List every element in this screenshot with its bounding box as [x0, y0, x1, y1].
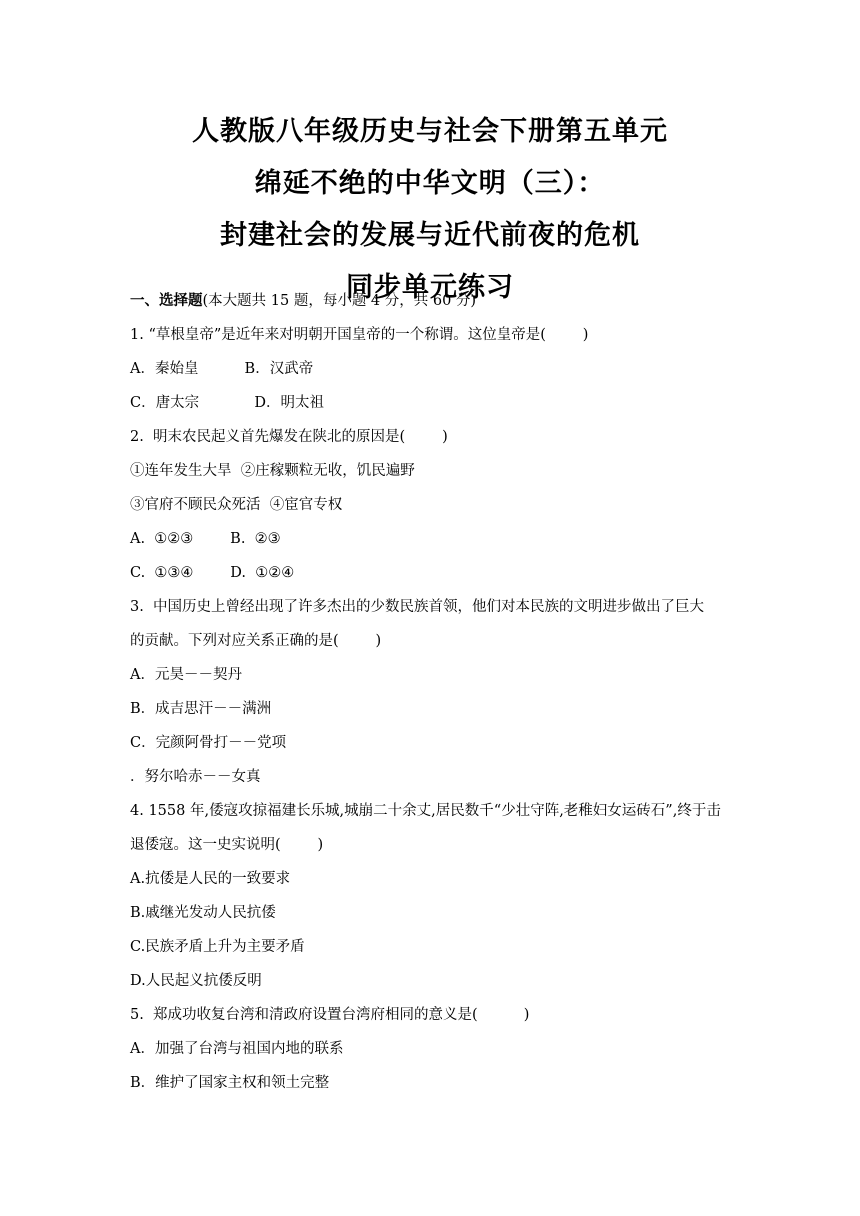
question-3-stem-line-2: 的贡献。下列对应关系正确的是( ) [130, 633, 382, 649]
question-4-option-c: C.民族矛盾上升为主要矛盾 [130, 939, 305, 955]
document-title [0, 106, 860, 314]
title-line-4: 同步单元练习 [346, 272, 514, 303]
question-4-option-d: D.人民起义抗倭反明 [130, 973, 262, 989]
section-note: (本大题共 15 题，每小题 4 分，共 60 分) [202, 293, 477, 309]
question-4-stem-line-2: 退倭寇。这一史实说明( ) [130, 837, 324, 853]
question-5-stem: 5. 郑成功收复台湾和清政府设置台湾府相同的意义是( ) [130, 1007, 530, 1023]
question-1-options-cd: C．唐太宗 D．明太祖 [130, 395, 325, 411]
question-5-option-a: A．加强了台湾与祖国内地的联系 [130, 1041, 344, 1057]
section-heading [130, 284, 740, 318]
title-line-1: 人教版八年级历史与社会下册第五单元 [192, 116, 668, 147]
question-3-stem-line-1: 3. 中国历史上曾经出现了许多杰出的少数民族首领，他们对本民族的文明进步做出了巨大 [130, 599, 705, 615]
question-content [130, 284, 740, 1100]
section-label: 一、选择题 [130, 292, 203, 309]
question-2-item-line-1: ①连年发生大旱 ②庄稼颗粒无收，饥民遍野 [130, 463, 415, 479]
question-3-option-a: A．元昊－－契丹 [130, 667, 242, 683]
question-2-stem: 2. 明末农民起义首先爆发在陕北的原因是( ) [130, 429, 448, 445]
question-1-options-ab: A．秦始皇 B．汉武帝 [130, 361, 314, 377]
question-4-option-a: A.抗倭是人民的一致要求 [130, 871, 291, 887]
question-2-item-line-2: ③官府不顾民众死活 ④宦官专权 [130, 497, 343, 513]
question-3-option-d: ．努尔哈赤－－女真 [130, 769, 261, 785]
title-line-3: 封建社会的发展与近代前夜的危机 [220, 220, 640, 251]
question-3-option-b: B．成吉思汗－－满洲 [130, 701, 272, 717]
question-4-option-b: B.戚继光发动人民抗倭 [130, 905, 276, 921]
question-5-option-b: B．维护了国家主权和领土完整 [130, 1075, 330, 1091]
question-2-options-ab: A. ①②③ B. ②③ [130, 531, 281, 547]
question-1-stem: 1. “草根皇帝”是近年来对明朝开国皇帝的一个称谓。这位皇帝是( ) [130, 327, 589, 343]
question-4-stem-line-1: 4. 1558 年,倭寇攻掠福建长乐城,城崩二十余丈,居民数千“少壮守阵,老稚妇女运砖石”,终于击 [130, 803, 721, 819]
question-2-options-cd: C. ①③④ D. ①②④ [130, 565, 295, 581]
title-line-2: 绵延不绝的中华文明（三）： [254, 168, 606, 199]
question-3-option-c: C．完颜阿骨打－－党项 [130, 735, 287, 751]
